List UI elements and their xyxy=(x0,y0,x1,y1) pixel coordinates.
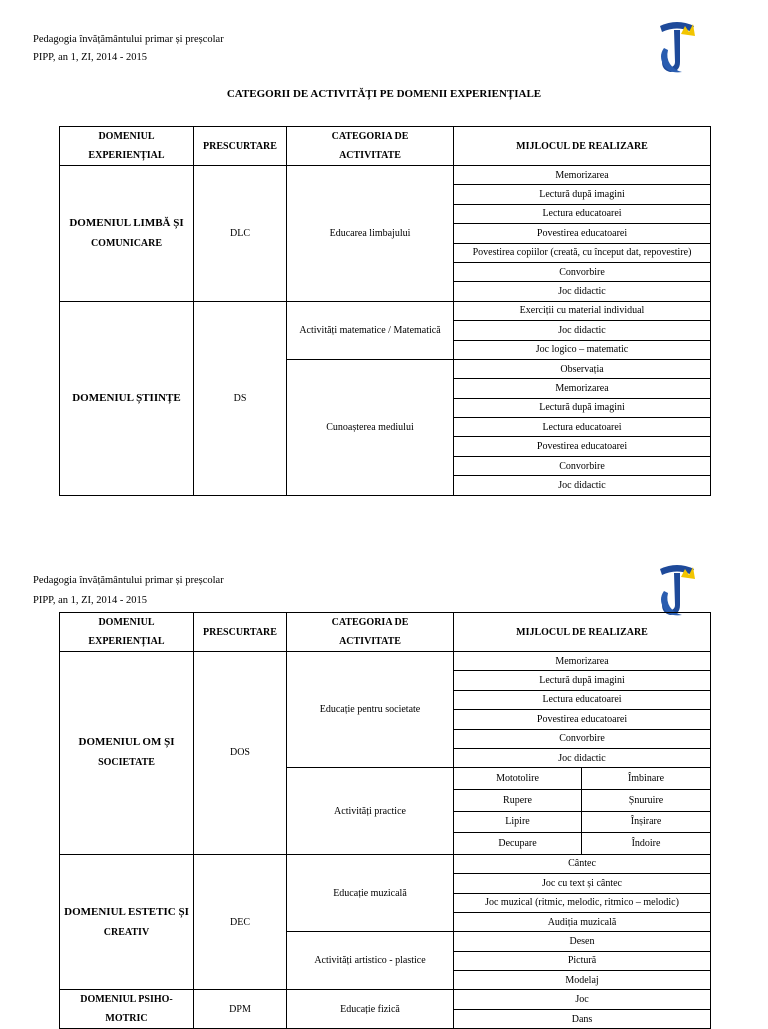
col-abbr-label: PRESCURTARE xyxy=(194,127,287,166)
domain-ds-abbr: DS xyxy=(194,301,287,495)
means-item: Modelaj xyxy=(454,971,711,990)
domain-dlc-abbr: DLC xyxy=(194,166,287,302)
means-item: Lipire xyxy=(454,811,582,833)
means-item: Povestirea educatoarei xyxy=(454,710,711,729)
domain-dpm-name: DOMENIUL PSIHO- xyxy=(80,994,173,1006)
means-item: Audiția muzicală xyxy=(454,912,711,931)
header-course-line: Pedagogia învățământului primar și preșcolar xyxy=(33,575,224,586)
means-item: Povestirea copiilor (creată, cu început dat, repovestire) xyxy=(454,243,711,262)
means-item: Îndoire xyxy=(582,833,711,855)
means-item: Povestirea educatoarei xyxy=(454,224,711,243)
domain-dpm-abbr: DPM xyxy=(194,990,287,1029)
means-item: Lectura educatoarei xyxy=(454,418,711,437)
means-item: Joc logico – matematic xyxy=(454,340,711,359)
means-item: Joc didactic xyxy=(454,321,711,340)
category-limbaj: Educarea limbajului xyxy=(287,166,454,302)
domain-dec-name-2: CREATIV xyxy=(103,926,150,938)
category-fizica: Educație fizică xyxy=(287,990,454,1029)
category-mediu: Cunoașterea mediului xyxy=(287,359,454,495)
table-row xyxy=(60,301,711,320)
domain-dos-name: DOMENIUL OM ȘI xyxy=(78,736,175,749)
means-item: Lectura educatoarei xyxy=(454,204,711,223)
col-category-label-2: ACTIVITATE xyxy=(339,150,401,161)
means-item: Mototolire xyxy=(454,768,582,790)
col-category-label: CATEGORIA DE xyxy=(331,617,409,628)
activities-table-1 xyxy=(59,126,711,496)
col-category-label-2: ACTIVITATE xyxy=(339,636,401,647)
table-header-row xyxy=(60,613,711,652)
means-item: Joc xyxy=(454,990,711,1010)
domain-dec-name: DOMENIUL ESTETIC ȘI xyxy=(64,905,189,918)
means-item: Îmbinare xyxy=(582,768,711,790)
domain-dec-abbr: DEC xyxy=(194,854,287,990)
header-course-line: Pedagogia învățământului primar și preșcolar xyxy=(33,34,224,45)
means-item: Joc cu text și cântec xyxy=(454,874,711,893)
activities-table-2 xyxy=(59,612,711,1029)
means-item: Observația xyxy=(454,359,711,378)
category-matematica: Activități matematice / Matematică xyxy=(287,301,454,359)
domain-dlc-name: DOMENIUL LIMBĂ ȘI xyxy=(69,216,184,229)
table-header-row xyxy=(60,127,711,166)
document-title: CATEGORII DE ACTIVITĂȚI PE DOMENII EXPERIENȚIALE xyxy=(226,88,542,100)
means-item: Convorbire xyxy=(454,729,711,748)
category-societate: Educație pentru societate xyxy=(287,652,454,768)
means-item: Pictură xyxy=(454,951,711,970)
col-category-label: CATEGORIA DE xyxy=(331,131,409,142)
means-item: Joc didactic xyxy=(454,282,711,301)
means-item: Lectură după imagini xyxy=(454,398,711,417)
col-means-label: MIJLOCUL DE REALIZARE xyxy=(454,127,711,166)
means-item: Joc didactic xyxy=(454,748,711,767)
means-item: Povestirea educatoarei xyxy=(454,437,711,456)
means-item: Decupare xyxy=(454,833,582,855)
header-year-line: PIPP, an 1, ZI, 2014 - 2015 xyxy=(33,52,148,63)
means-item: Memorizarea xyxy=(454,379,711,398)
category-muzicala: Educație muzicală xyxy=(287,854,454,932)
means-item: Joc didactic xyxy=(454,476,711,495)
means-item: Exerciții cu material individual xyxy=(454,301,711,320)
means-item: Lectura educatoarei xyxy=(454,690,711,709)
means-item: Memorizarea xyxy=(454,166,711,185)
col-domain-label: DOMENIUL xyxy=(98,617,155,628)
category-practice: Activități practice xyxy=(287,768,454,854)
means-item: Memorizarea xyxy=(454,652,711,671)
col-abbr-label: PRESCURTARE xyxy=(194,613,287,652)
domain-dlc-name-2: COMUNICARE xyxy=(90,237,163,249)
category-artistice: Activități artistico xyxy=(314,955,387,967)
domain-dpm-name-2: MOTRIC xyxy=(105,1013,148,1025)
table-row xyxy=(60,652,711,671)
means-item: Lectură după imagini xyxy=(454,185,711,204)
domain-ds-name: DOMENIUL ȘTIINȚE xyxy=(60,301,194,495)
university-logo-icon xyxy=(654,12,700,78)
means-item: Cântec xyxy=(454,854,711,873)
means-item: Lectură după imagini xyxy=(454,671,711,690)
col-means-label: MIJLOCUL DE REALIZARE xyxy=(454,613,711,652)
domain-dos-name-2: SOCIETATE xyxy=(98,757,155,769)
header-year-line: PIPP, an 1, ZI, 2014 - 2015 xyxy=(33,595,148,606)
means-item: Desen xyxy=(454,932,711,951)
means-item: Convorbire xyxy=(454,456,711,475)
table-row xyxy=(60,990,711,1010)
means-item: Dans xyxy=(454,1009,711,1029)
domain-dos-abbr: DOS xyxy=(194,652,287,855)
col-domain-label-2: EXPERIENȚIAL xyxy=(88,150,165,161)
means-item: Șnuruire xyxy=(582,789,711,811)
means-item: Rupere xyxy=(454,789,582,811)
table-row xyxy=(60,166,711,185)
means-item: Joc muzical (ritmic, melodic, ritmico – melodic) xyxy=(454,893,711,912)
table-row xyxy=(60,854,711,873)
means-item: Convorbire xyxy=(454,262,711,281)
category-artistice-2: - plastice xyxy=(386,955,426,967)
col-domain-label-2: EXPERIENȚIAL xyxy=(88,636,165,647)
means-item: Înșirare xyxy=(582,811,711,833)
col-domain-label: DOMENIUL xyxy=(98,131,155,142)
